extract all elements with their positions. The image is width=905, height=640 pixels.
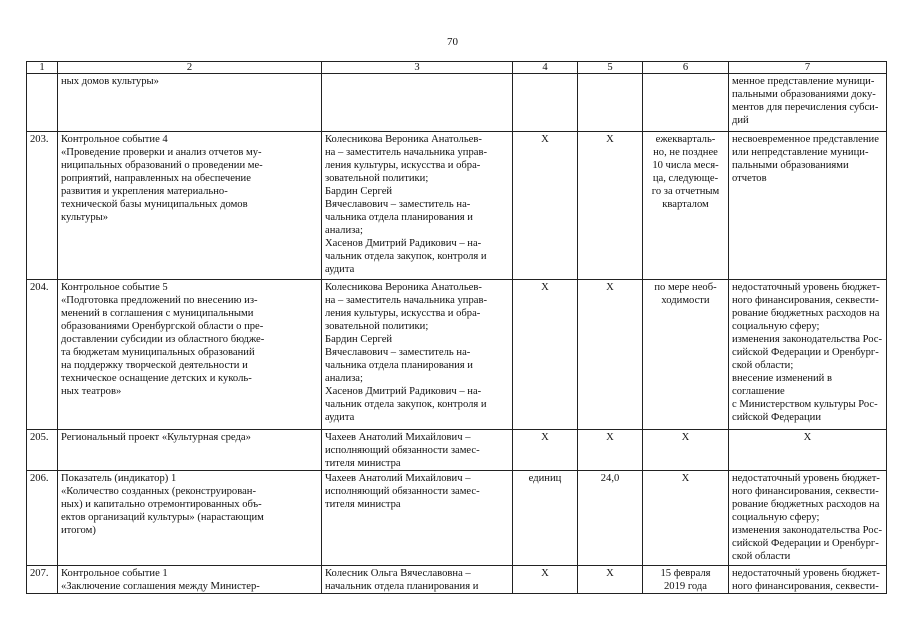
risk-cell: менное представление муници- пальными образованиями доку- ментов для перечисления субси- дий bbox=[729, 74, 887, 132]
deadline-cell: ежекварталь- но, не позднее 10 числа меся- ца, следующе- го за отчетным кварталом bbox=[643, 132, 729, 280]
deadline-cell bbox=[643, 74, 729, 132]
responsible: Чахеев Анатолий Михайлович – исполняющий обязанности замес- тителя министра bbox=[322, 430, 513, 471]
deadline-cell: 15 февраля 2019 года bbox=[643, 566, 729, 594]
row-number: 203. bbox=[27, 132, 58, 280]
value-cell: X bbox=[578, 430, 643, 471]
row-number: 206. bbox=[27, 471, 58, 566]
table-row bbox=[27, 566, 887, 594]
event-name: Контрольное событие 1 «Заключение соглашения между Министер- bbox=[58, 566, 322, 594]
col-header-4: 4 bbox=[513, 62, 578, 74]
table-row bbox=[27, 132, 887, 280]
col-header-1: 1 bbox=[27, 62, 58, 74]
value-cell: 24,0 bbox=[578, 471, 643, 566]
risk-cell: недостаточный уровень бюджет- ного финансирования, секвести- рование бюджетных расходов на социальную сферу; изменения законодательства Рос- сийской Федерации и Оренбург- ской области; внесение изменений в соглашение с Министерством культуры Рос- сийской Федерации bbox=[729, 280, 887, 430]
value-cell: X bbox=[578, 280, 643, 430]
event-name: Региональный проект «Культурная среда» bbox=[58, 430, 322, 471]
risk-cell: недостаточный уровень бюджет- ного финансирования, секвести- рование бюджетных расходов на социальную сферу; изменения законодательства Рос- сийской Федерации и Оренбург- ской области bbox=[729, 471, 887, 566]
unit-cell: X bbox=[513, 430, 578, 471]
responsible: Колесникова Вероника Анатольев- на – заместитель начальника управ- ления культуры, искусства и обра- зовательной политики; Бардин Сергей Вячеславович – заместитель на- чальника отдела планирования и анализа; Хасенов Дмитрий Радикович – на- чальник отдела закупок, контроля и аудита bbox=[322, 280, 513, 430]
event-name: Показатель (индикатор) 1 «Количество созданных (реконструирован- ных) и капитально отремонтированных объ- ектов организаций культуры» (нарастающим итогом) bbox=[58, 471, 322, 566]
row-number: 204. bbox=[27, 280, 58, 430]
unit-cell: X bbox=[513, 566, 578, 594]
risk-cell: несвоевременное представление или непредставление муници- пальными образованиями отчетов bbox=[729, 132, 887, 280]
table-row bbox=[27, 74, 887, 132]
responsible: Колесникова Вероника Анатольев- на – заместитель начальника управ- ления культуры, искусства и обра- зовательной политики; Бардин Сергей Вячеславович – заместитель на- чальника отдела планирования и анализа; Хасенов Дмитрий Радикович – на- чальник отдела закупок, контроля и аудита bbox=[322, 132, 513, 280]
value-cell: X bbox=[578, 132, 643, 280]
program-table bbox=[26, 61, 887, 594]
col-header-3: 3 bbox=[322, 62, 513, 74]
unit-cell: X bbox=[513, 280, 578, 430]
value-cell bbox=[578, 74, 643, 132]
risk-cell: недостаточный уровень бюджет- ного финансирования, секвести- bbox=[729, 566, 887, 594]
unit-cell: X bbox=[513, 132, 578, 280]
col-header-6: 6 bbox=[643, 62, 729, 74]
deadline-cell: по мере необ- ходимости bbox=[643, 280, 729, 430]
page-number: 70 bbox=[447, 36, 458, 48]
col-header-7: 7 bbox=[729, 62, 887, 74]
unit-cell bbox=[513, 74, 578, 132]
deadline-cell: X bbox=[643, 430, 729, 471]
table-row bbox=[27, 280, 887, 430]
event-name: ных домов культуры» bbox=[58, 74, 322, 132]
row-number bbox=[27, 74, 58, 132]
table-row bbox=[27, 471, 887, 566]
header-row bbox=[27, 62, 887, 74]
row-number: 205. bbox=[27, 430, 58, 471]
table-row bbox=[27, 430, 887, 471]
risk-cell: X bbox=[729, 430, 887, 471]
responsible bbox=[322, 74, 513, 132]
unit-cell: единиц bbox=[513, 471, 578, 566]
responsible: Чахеев Анатолий Михайлович – исполняющий обязанности замес- тителя министра bbox=[322, 471, 513, 566]
responsible: Колесник Ольга Вячеславовна – начальник отдела планирования и bbox=[322, 566, 513, 594]
deadline-cell: X bbox=[643, 471, 729, 566]
col-header-2: 2 bbox=[58, 62, 322, 74]
row-number: 207. bbox=[27, 566, 58, 594]
event-name: Контрольное событие 5 «Подготовка предложений по внесению из- менений в соглашения с муниципальными образованиями Оренбургской области о пре- доставлении субсидии из областного бюдже- та бюджетам муниципальных образований на поддержку творческой деятельности и техническое оснащение детских и куколь- ных театров» bbox=[58, 280, 322, 430]
event-name: Контрольное событие 4 «Проведение проверки и анализ отчетов му- ниципальных образований о проведении ме- роприятий, направленных на обеспечение развития и укрепления материально- технической базы муниципальных домов культуры» bbox=[58, 132, 322, 280]
value-cell: X bbox=[578, 566, 643, 594]
col-header-5: 5 bbox=[578, 62, 643, 74]
